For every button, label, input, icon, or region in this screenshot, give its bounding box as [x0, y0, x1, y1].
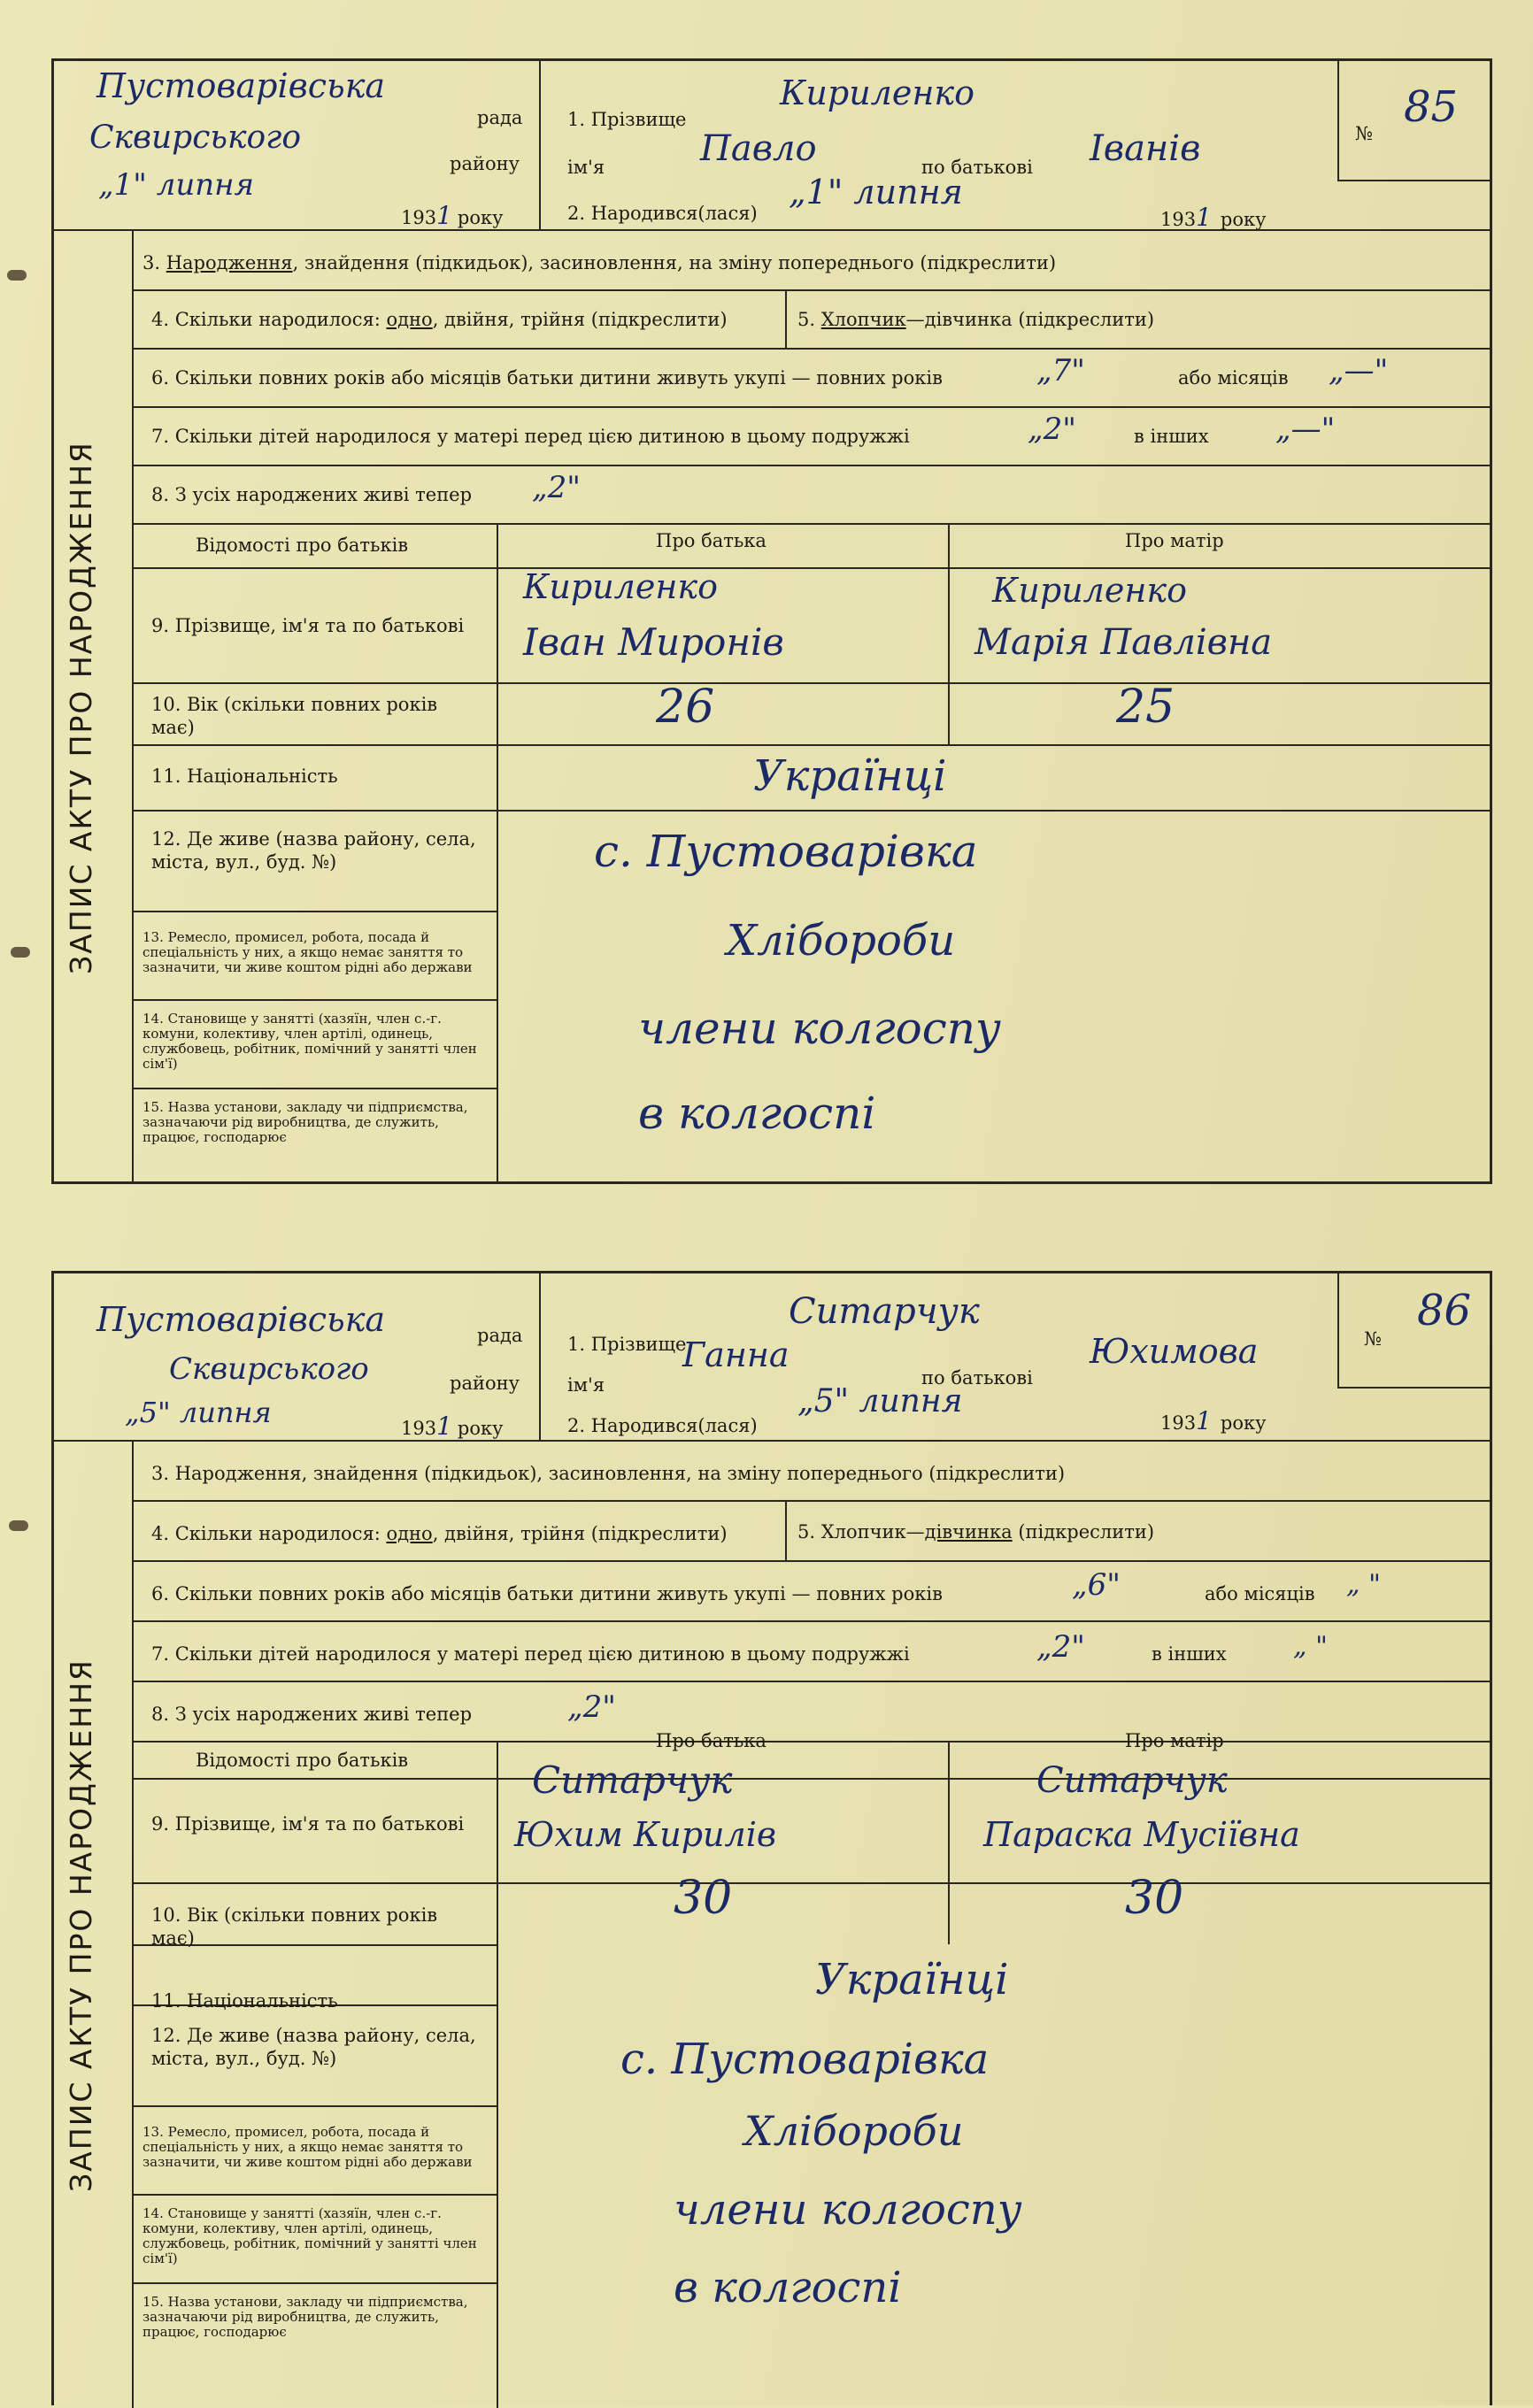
name-label: ім'я: [567, 157, 605, 178]
q6-months: „—": [1329, 353, 1389, 389]
raion-label: району: [450, 153, 520, 174]
father-given: Юхим Кирилів: [514, 1815, 776, 1854]
binding-hole: [7, 270, 27, 281]
q7-text: 7. Скільки дітей народилося у матері перед цією дитиною в цьому подружжі: [151, 1643, 910, 1665]
mother-surname: Ситарчук: [1036, 1760, 1228, 1801]
q15-label: 15. Назва установи, закладу чи підприємства, зазначаючи рід виробництва, де служить, працює, господарює: [143, 2294, 468, 2340]
registration-date: „1" липня: [98, 167, 255, 203]
q6-years: „7": [1036, 353, 1085, 389]
workplace: в колгоспі: [638, 1088, 876, 1139]
patronymic-label: по батькові: [921, 157, 1033, 178]
q6-text: 6. Скільки повних років або місяців батьки дитини живуть укупі — повних років: [151, 367, 943, 389]
nationality: Українці: [815, 1955, 1009, 2004]
q4-text: 4. Скільки народилося: одно, двійня, трійня (підкреслити): [151, 1523, 728, 1544]
occupation: Хлібороби: [744, 2107, 964, 2155]
birth-year-prefix: 193: [1160, 209, 1197, 230]
q10-label: 10. Вік (скільки повних років має): [151, 694, 438, 738]
q7-other: „—": [1275, 412, 1336, 447]
parents-header: Відомості про батьків: [196, 1750, 409, 1771]
birth-year: 1: [1196, 1406, 1212, 1435]
year-suffix: року: [457, 1418, 504, 1439]
father-given: Іван Миронів: [523, 620, 784, 664]
q8-text: 8. З усіх народжених живі тепер: [151, 484, 473, 505]
father-surname: Кириленко: [523, 567, 718, 606]
q11-label: 11. Національність: [151, 765, 338, 787]
position: члени колгоспу: [638, 1003, 1001, 1054]
registration-year: 1: [436, 201, 452, 230]
nationality: Українці: [753, 751, 947, 801]
birth-record-form-86: [51, 1271, 1492, 2405]
father-age: 30: [674, 1872, 733, 1925]
q9-label: 9. Прізвище, ім'я та по батькові: [151, 615, 465, 636]
birth-year-suffix: року: [1220, 1412, 1267, 1434]
record-number-label: №: [1355, 123, 1373, 144]
q7-children-before: „2": [1028, 412, 1076, 447]
mother-age: 25: [1116, 681, 1175, 734]
q8-alive: „2": [532, 470, 581, 505]
surname-value: Кириленко: [780, 73, 974, 112]
q7-children-before: „2": [1036, 1629, 1085, 1665]
birth-year-suffix: року: [1220, 209, 1267, 230]
q14-label: 14. Становище у занятті (хазяїн, член с.-г. комуни, колективу, член артілі, одинець, службовець, робітник, помічний у занятті член сім'ї): [143, 2205, 477, 2266]
q6-months-label: або місяців: [1178, 367, 1289, 389]
q7-other-label: в інших: [1152, 1643, 1227, 1665]
side-title: ЗАПИС АКТУ ПРО НАРОДЖЕННЯ: [63, 1658, 98, 2192]
mother-header: Про матір: [1125, 1730, 1224, 1751]
residence: с. Пустоварівка: [594, 826, 978, 877]
side-title: ЗАПИС АКТУ ПРО НАРОДЖЕННЯ: [63, 440, 98, 974]
birth-date-value: „1" липня: [789, 173, 963, 212]
registration-date: „5" липня: [125, 1396, 272, 1429]
raion-value: Сквирського: [89, 119, 302, 156]
rada-label: рада: [477, 1325, 523, 1346]
binding-hole: [9, 1520, 28, 1531]
binding-hole: [11, 947, 30, 958]
birth-year-prefix: 193: [1160, 1412, 1197, 1434]
father-header: Про батька: [656, 1730, 766, 1751]
occupation: Хлібороби: [727, 916, 956, 966]
q3-text: 3. Народження, знайдення (підкидьок), засиновлення, на зміну попереднього (підкреслити): [143, 252, 1057, 273]
q14-label: 14. Становище у занятті (хазяїн, член с.-г. комуни, колективу, член артілі, одинець, службовець, робітник, помічний у занятті член сім'ї): [143, 1011, 477, 1072]
q3-text: 3. Народження, знайдення (підкидьок), засиновлення, на зміну попереднього (підкреслити): [151, 1463, 1066, 1484]
father-header: Про батька: [656, 530, 766, 551]
q8-text: 8. З усіх народжених живі тепер: [151, 1704, 473, 1725]
year-suffix: року: [457, 207, 504, 228]
residence: с. Пустоварівка: [620, 2035, 990, 2084]
q7-other: „ ": [1293, 1631, 1328, 1662]
birth-record-form-85: [51, 58, 1492, 1184]
q13-label: 13. Ремесло, промисел, робота, посада й спеціальність у них, а якщо немає заняття то зазначити, чи живе коштом рідні або держави: [143, 2124, 473, 2170]
birth-date-label: 2. Народився(лася): [567, 1415, 758, 1436]
q6-years: „6": [1072, 1567, 1121, 1603]
patronymic-value: Юхимова: [1090, 1332, 1259, 1371]
q10-label: 10. Вік (скільки повних років має): [151, 1904, 438, 1949]
record-number: 85: [1404, 82, 1459, 132]
position: члени колгоспу: [674, 2185, 1022, 2235]
father-surname: Ситарчук: [532, 1758, 733, 1802]
parents-header: Відомості про батьків: [196, 535, 409, 556]
record-number-label: №: [1364, 1328, 1382, 1350]
mother-header: Про матір: [1125, 530, 1224, 551]
raion-value: Сквирського: [169, 1351, 369, 1387]
q5-text: 5. Хлопчик—дівчинка (підкреслити): [797, 1521, 1155, 1543]
patronymic-label: по батькові: [921, 1367, 1033, 1389]
year-prefix: 193: [401, 207, 437, 228]
rada-value: Пустоварівська: [96, 1300, 386, 1339]
q9-label: 9. Прізвище, ім'я та по батькові: [151, 1813, 465, 1835]
birth-date-label: 2. Народився(лася): [567, 203, 758, 224]
father-age: 26: [656, 681, 715, 734]
q11-label: 11. Національність: [151, 1990, 338, 2012]
mother-given: Параска Мусіївна: [983, 1815, 1300, 1854]
q8-alive: „2": [567, 1689, 616, 1725]
q12-label: 12. Де живе (назва району, села, міста, вул., буд. №): [151, 828, 476, 873]
mother-given: Марія Павлівна: [974, 622, 1273, 663]
patronymic-value: Іванів: [1090, 128, 1201, 169]
name-label: ім'я: [567, 1374, 605, 1396]
q6-months: „ ": [1346, 1569, 1381, 1600]
record-number: 86: [1417, 1286, 1472, 1335]
q15-label: 15. Назва установи, закладу чи підприємства, зазначаючи рід виробництва, де служить, працює, господарює: [143, 1099, 468, 1145]
q5-text: 5. Хлопчик—дівчинка (підкреслити): [797, 309, 1155, 330]
q7-text: 7. Скільки дітей народилося у матері перед цією дитиною в цьому подружжі: [151, 426, 910, 447]
name-value: Павло: [700, 128, 817, 169]
mother-age: 30: [1125, 1872, 1184, 1925]
raion-label: району: [450, 1373, 520, 1394]
workplace: в колгоспі: [674, 2263, 902, 2312]
q13-label: 13. Ремесло, промисел, робота, посада й спеціальність у них, а якщо немає заняття то зазначити, чи живе коштом рідні або держави: [143, 929, 473, 975]
year-prefix: 193: [401, 1418, 437, 1439]
q6-text: 6. Скільки повних років або місяців батьки дитини живуть укупі — повних років: [151, 1583, 943, 1604]
rada-label: рада: [477, 107, 523, 128]
surname-label: 1. Прізвище: [567, 1334, 687, 1355]
q4-text: 4. Скільки народилося: одно, двійня, трійня (підкреслити): [151, 309, 728, 330]
q6-months-label: або місяців: [1205, 1583, 1315, 1604]
rada-value: Пустоварівська: [96, 66, 386, 105]
birth-date-value: „5" липня: [797, 1383, 963, 1419]
name-value: Ганна: [682, 1335, 790, 1374]
registration-year: 1: [436, 1412, 452, 1441]
surname-value: Ситарчук: [789, 1291, 980, 1332]
mother-surname: Кириленко: [992, 571, 1187, 610]
q7-other-label: в інших: [1134, 426, 1209, 447]
birth-year: 1: [1196, 203, 1212, 232]
surname-label: 1. Прізвище: [567, 109, 687, 130]
q12-label: 12. Де живе (назва району, села, міста, вул., буд. №): [151, 2025, 476, 2069]
